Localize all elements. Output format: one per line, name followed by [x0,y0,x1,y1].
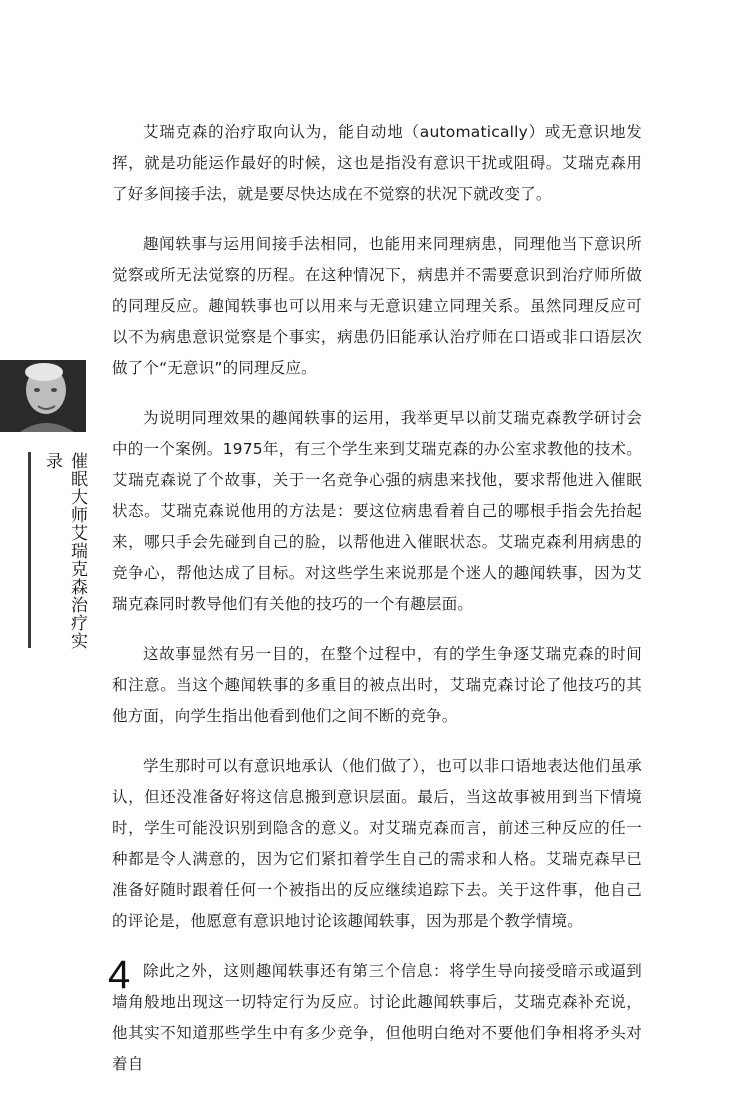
book-title-vertical-text: 催眠大师艾瑞克森治疗实录 [42,452,87,650]
paragraph: 艾瑞克森的治疗取向认为，能自动地（automatically）或无意识地发挥，就是功能运作最好的时候，这也是指没有意识干扰或阻碍。艾瑞克森用了好多间接手法，就是要尽快达成在不觉察的状况下就改变了。 [112,123,642,203]
vertical-book-title [20,452,87,652]
side-divider-bar [28,452,31,648]
paragraph: 趣闻轶事与运用间接手法相同，也能用来同理病患，同理他当下意识所觉察或所无法觉察的历程。在这种情况下，病患并不需要意识到治疗师所做的同理反应。趣闻轶事也可以用来与无意识建立同理关系。虽然同理反应可以不为病患意识觉察是个事实，病患仍旧能承认治疗师在口语或非口语层次做了个“无意识”的同理反应。 [112,235,642,377]
paragraph: 除此之外，这则趣闻轶事还有第三个信息：将学生导向接受暗示或逼到墙角般地出现这一切特定行为反应。讨论此趣闻轶事后，艾瑞克森补充说，他其实不知道那些学生中有多少竞争，但他明白绝对不要他们争相将矛头对着自 [112,962,642,1073]
paragraph: 为说明同理效果的趣闻轶事的运用，我举更早以前艾瑞克森教学研讨会中的一个案例。1975年，有三个学生来到艾瑞克森的办公室求教他的技术。艾瑞克森说了个故事，关于一名竞争心强的病患来找他，要求帮他进入催眠状态。艾瑞克森说他用的方法是：要这位病患看着自己的哪根手指会先抬起来，哪只手会先碰到自己的脸，以帮他进入催眠状态。艾瑞克森利用病患的竞争心，帮他达成了目标。对这些学生来说那是个迷人的趣闻轶事，因为艾瑞克森同时教导他们有关他的技巧的一个有趣层面。 [112,409,642,613]
paragraph: 学生那时可以有意识地承认（他们做了），也可以非口语地表达他们虽承认，但还没准备好将这信息搬到意识层面。最后，当这故事被用到当下情境时，学生可能没识别到隐含的意义。对艾瑞克森而言，前述三种反应的任一种都是令人满意的，因为它们紧扣着学生自己的需求和人格。艾瑞克森早已准备好随时跟着任何一个被指出的反应继续追踪下去。关于这件事，他自己的评论是，他愿意有意识地讨论该趣闻轶事，因为那是个教学情境。 [112,757,642,930]
page-number: 4 [108,953,131,997]
portrait-image [0,360,86,432]
author-portrait-photo [0,360,86,432]
body-text [112,117,642,1099]
paragraph: 这故事显然有另一目的，在整个过程中，有的学生争逐艾瑞克森的时间和注意。当这个趣闻轶事的多重目的被点出时，艾瑞克森讨论了他技巧的其他方面，向学生指出他看到他们之间不断的竞争。 [112,645,642,725]
